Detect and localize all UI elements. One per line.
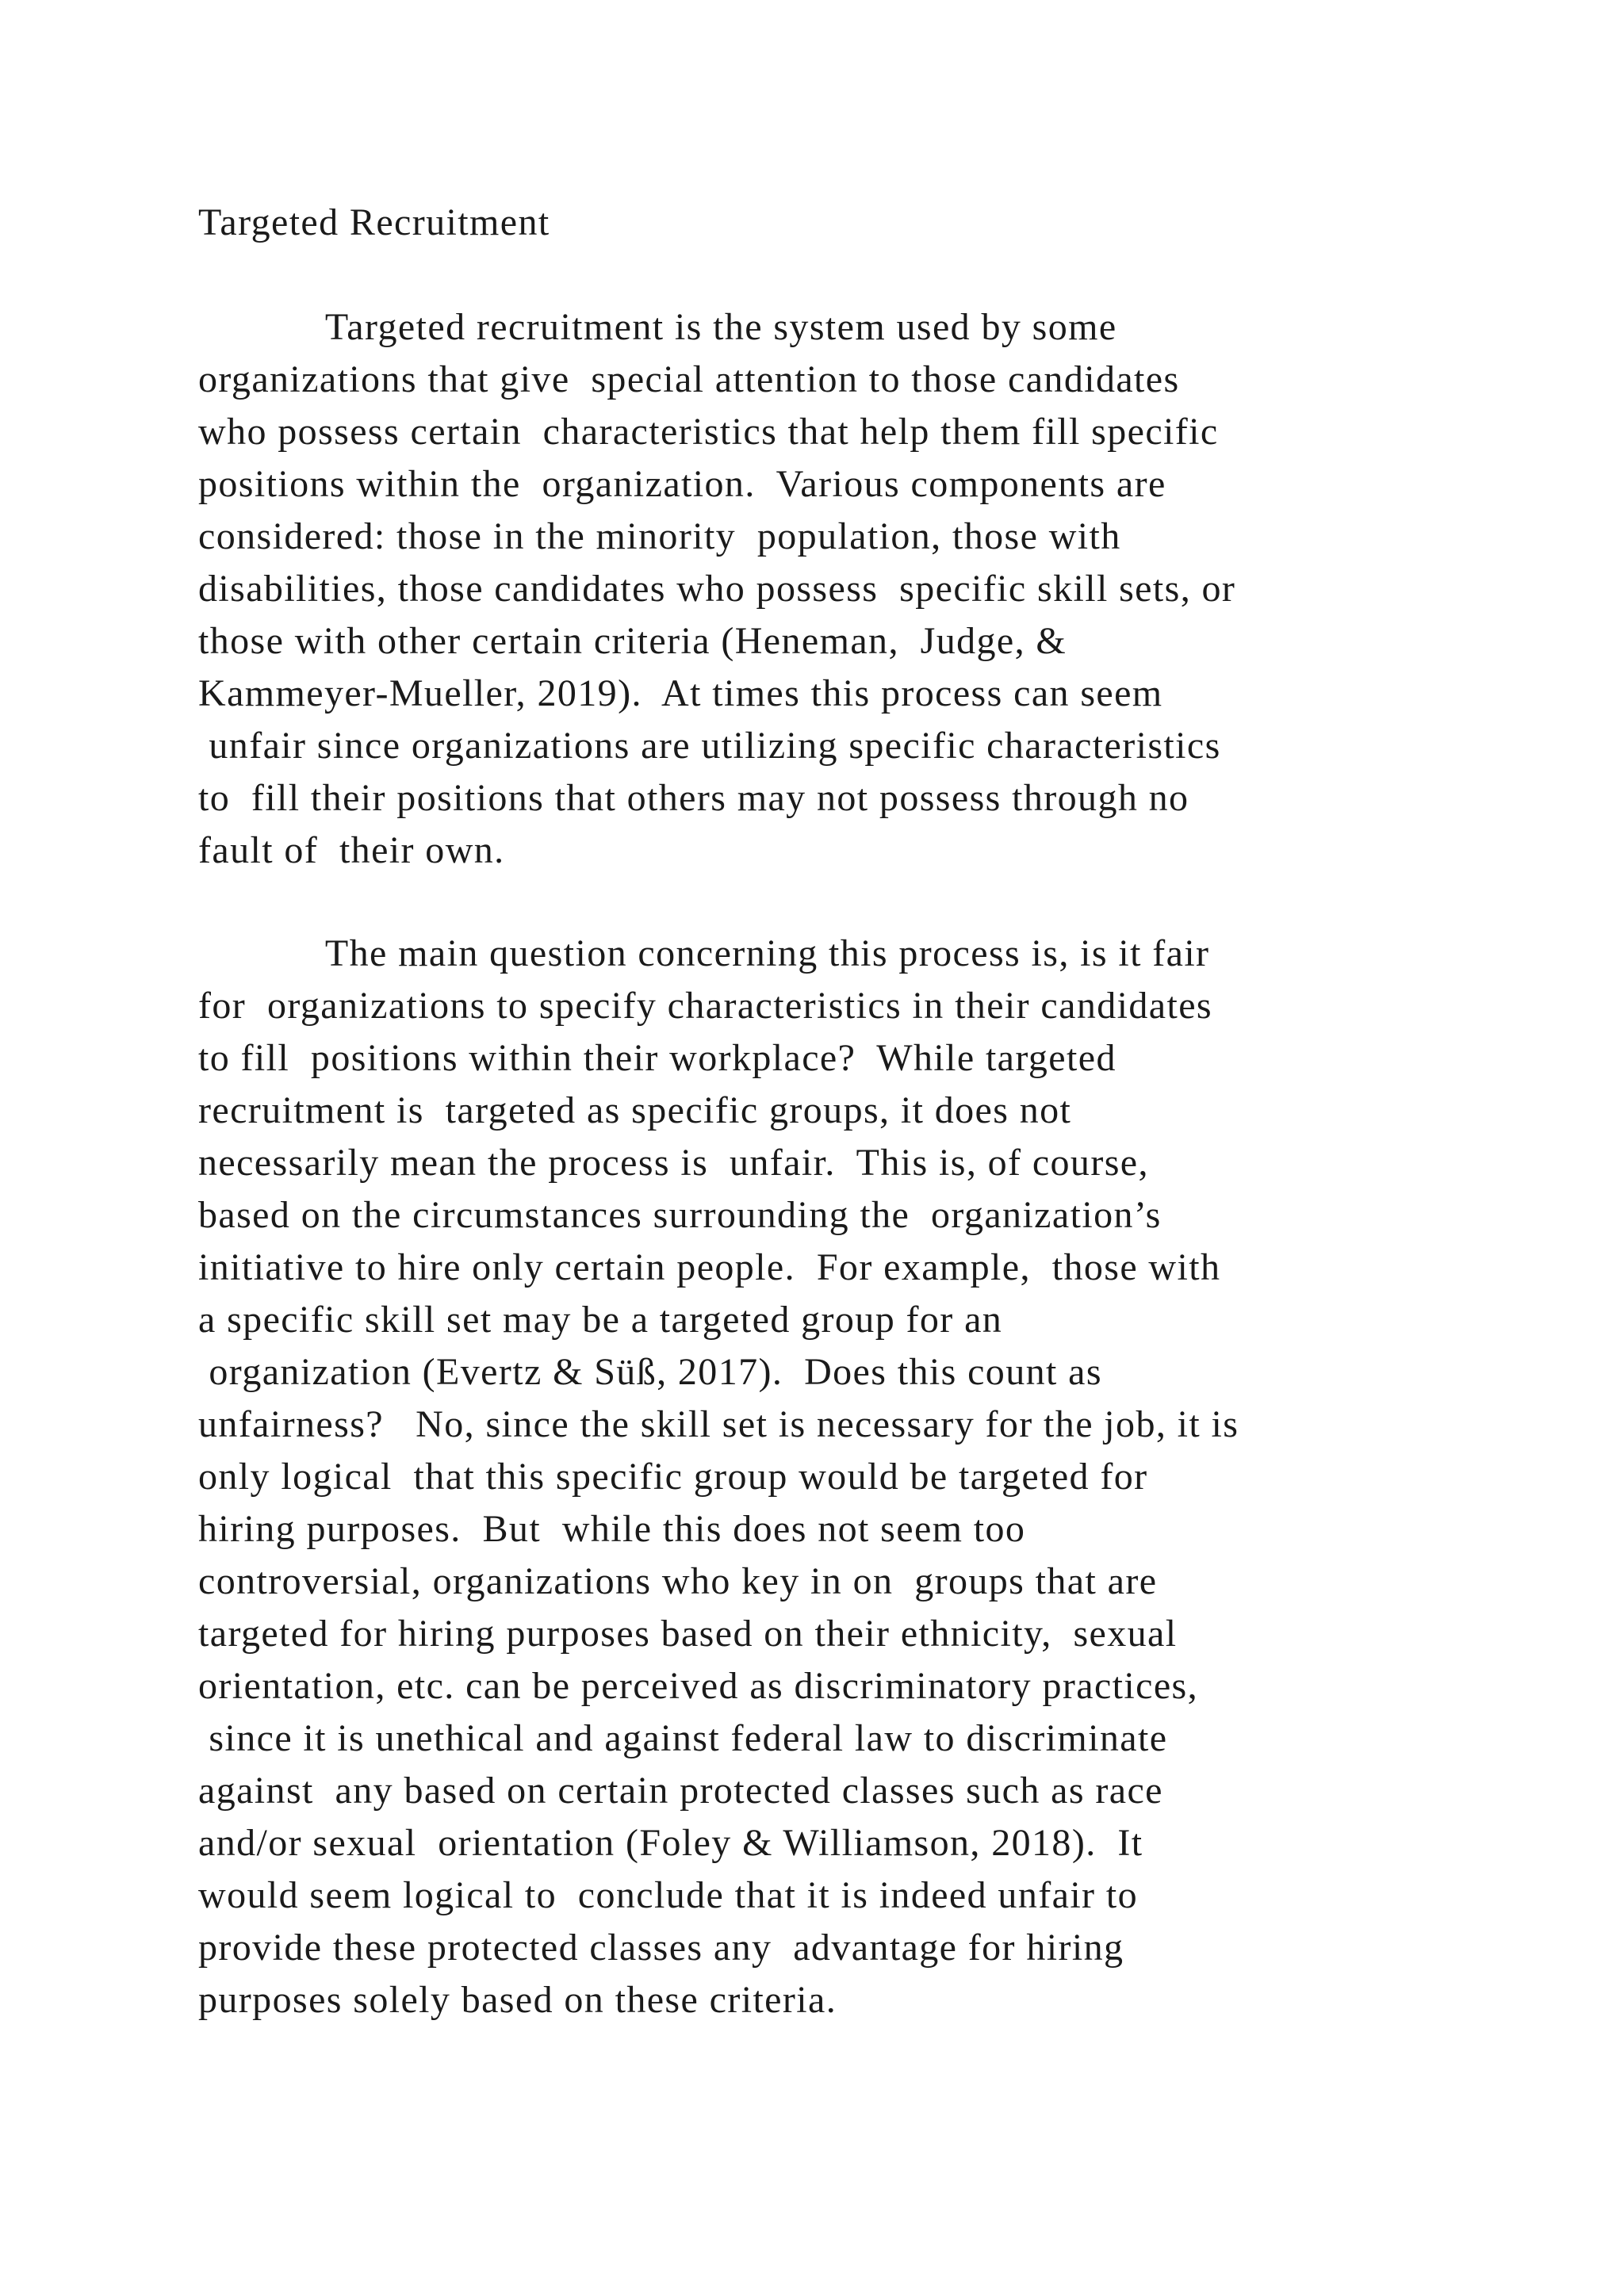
paragraph-1: Targeted recruitment is the system used by some organizations that give special attention to those candidates who possess certain characteristics that help them fill specific positions within the organization. Various components are considered: those in the minority population, those with disabilities, those candidates who possess specific skill sets, or those with other certain criteria (Heneman, Judge, & Kammeyer-Mueller, 2019). At times this process can seem unfair since organizations are utilizing specific characteristics to fill their positions that others may not possess through no fault of their own. [198, 306, 1236, 871]
document-title: Targeted Recruitment [198, 201, 550, 243]
paragraph-2: The main question concerning this process is, is it fair for organizations to specify characteristics in their candidates to fill positions within their workplace? While targeted recruitment is targeted as specific groups, it does not necessarily mean the process is unfair. This is, of course, based on the circumstances surrounding the organization’s initiative to hire only certain people. For example, those with a specific skill set may be a targeted group for an organization (Evertz & Süß, 2017). Does this count as unfairness? No, since the skill set is necessary for the job, it is only logical that this specific group would be targeted for hiring purposes. But while this does not seem too controversial, organizations who key in on groups that are targeted for hiring purposes based on their ethnicity, sexual orientation, etc. can be perceived as discriminatory practices, since it is unethical and against federal law to discriminate against any based on certain protected classes such as race and/or sexual orientation (Foley & Williamson, 2018). It would seem logical to conclude that it is indeed unfair to provide these protected classes any advantage for hiring purposes solely based on these criteria. [198, 932, 1239, 2021]
